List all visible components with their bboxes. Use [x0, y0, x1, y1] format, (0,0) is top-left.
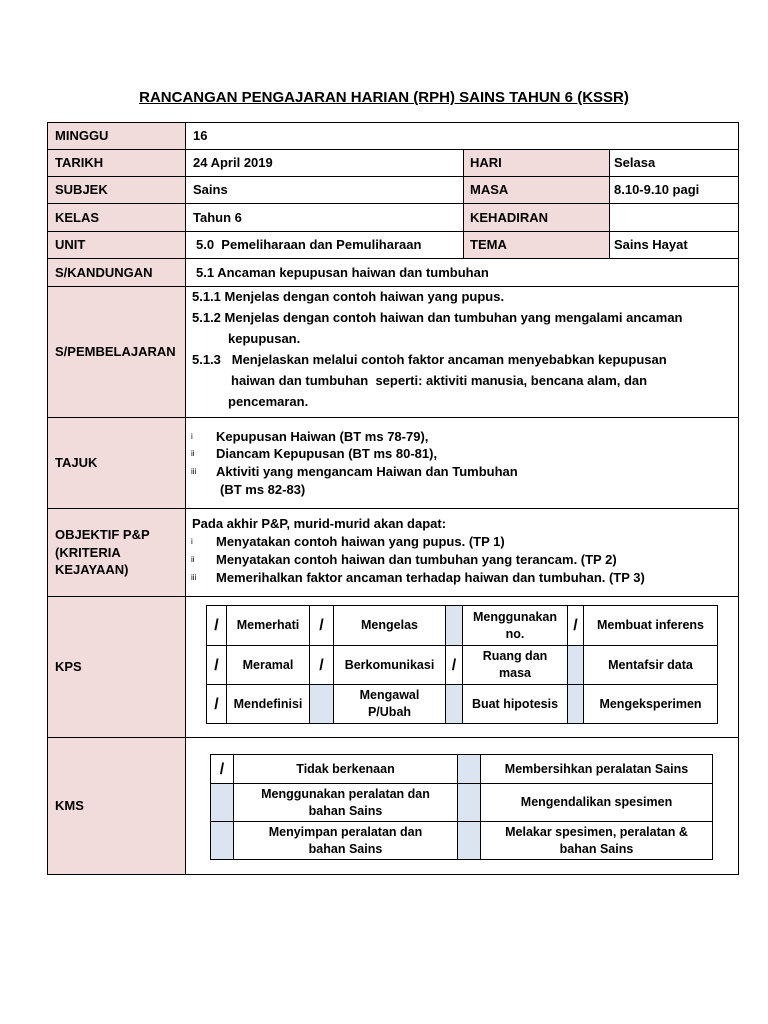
kps-skill: Ruang dan masa	[462, 645, 568, 685]
kms-skill: Menggunakan peralatan dan bahan Sains	[233, 783, 458, 822]
kps-check-mark	[445, 605, 463, 646]
kps-skill: Mendefinisi	[226, 684, 310, 724]
tajuk-item: Aktiviti yang mengancam Haiwan dan Tumbuhan	[216, 464, 518, 479]
value-hari: Selasa	[609, 149, 739, 177]
label-minggu: MINGGU	[47, 122, 186, 150]
label-kps: KPS	[47, 596, 186, 738]
label-objektif: OBJEKTIF P&P (KRITERIA KEJAYAAN)	[47, 508, 186, 597]
list-numeral: iii	[191, 467, 197, 476]
value-kehadiran	[609, 203, 739, 232]
standard-line: haiwan dan tumbuhan seperti: aktiviti manusia, bencana alam, dan	[231, 373, 648, 388]
value-tema: Sains Hayat	[609, 231, 739, 259]
list-numeral: i	[191, 432, 193, 441]
standard-line: 5.1.2 Menjelas dengan contoh haiwan dan tumbuhan yang mengalami ancaman	[192, 310, 683, 325]
tajuk-item-continuation: (BT ms 82-83)	[220, 482, 306, 497]
objektif-intro: Pada akhir P&P, murid-murid akan dapat:	[192, 516, 447, 531]
label-kms: KMS	[47, 737, 186, 875]
label-tema: TEMA	[463, 231, 610, 259]
label-kehadiran: KEHADIRAN	[463, 203, 610, 232]
kms-check-mark	[457, 783, 481, 822]
list-numeral: ii	[191, 449, 195, 458]
standard-line: kepupusan.	[228, 331, 301, 346]
kps-check-mark: /	[309, 645, 334, 685]
kms-check-mark: /	[210, 754, 234, 784]
label-masa: MASA	[463, 176, 610, 204]
value-kandungan: 5.1 Ancaman kepupusan haiwan dan tumbuhan	[185, 258, 739, 287]
label-unit: UNIT	[47, 231, 186, 259]
value-tarikh: 24 April 2019	[185, 149, 464, 177]
list-numeral: ii	[191, 555, 195, 564]
kps-skill: Buat hipotesis	[462, 684, 568, 724]
label-kandungan: S/KANDUNGAN	[47, 258, 186, 287]
label-hari: HARI	[463, 149, 610, 177]
objektif-item: Memerihalkan faktor ancaman terhadap haiwan dan tumbuhan. (TP 3)	[216, 570, 645, 585]
kps-check-mark: /	[206, 605, 227, 646]
kms-skill: Melakar spesimen, peralatan & bahan Sains	[480, 821, 713, 860]
kps-check-mark	[567, 645, 584, 685]
label-tajuk: TAJUK	[47, 417, 186, 509]
kps-check-mark: /	[309, 605, 334, 646]
kms-check-mark	[210, 821, 234, 860]
standard-line: 5.1.3 Menjelaskan melalui contoh faktor ancaman menyebabkan kepupusan	[192, 352, 667, 367]
kps-check-mark: /	[445, 645, 463, 685]
kps-skill: Memerhati	[226, 605, 310, 646]
kms-skill: Membersihkan peralatan Sains	[480, 754, 713, 784]
tajuk-item: Kepupusan Haiwan (BT ms 78-79),	[216, 429, 429, 444]
label-subjek: SUBJEK	[47, 176, 186, 204]
value-minggu: 16	[185, 122, 739, 150]
label-tarikh: TARIKH	[47, 149, 186, 177]
list-numeral: iii	[191, 573, 197, 582]
kms-check-mark	[457, 821, 481, 860]
value-subjek: Sains	[185, 176, 464, 204]
label-kelas: KELAS	[47, 203, 186, 232]
objektif-item: Menyatakan contoh haiwan dan tumbuhan yang terancam. (TP 2)	[216, 552, 617, 567]
value-masa: 8.10-9.10 pagi	[609, 176, 739, 204]
value-unit: 5.0 Pemeliharaan dan Pemuliharaan	[185, 231, 464, 259]
kps-skill: Mentafsir data	[583, 645, 718, 685]
label-pembelajaran: S/PEMBELAJARAN	[47, 286, 186, 418]
value-kelas: Tahun 6	[185, 203, 464, 232]
objektif-item: Menyatakan contoh haiwan yang pupus. (TP 1)	[216, 534, 505, 549]
standard-line: 5.1.1 Menjelas dengan contoh haiwan yang pupus.	[192, 289, 505, 304]
standard-line: pencemaran.	[228, 394, 309, 409]
kps-skill: Menggunakan no.	[462, 605, 568, 646]
kps-check-mark: /	[206, 684, 227, 724]
kps-check-mark	[309, 684, 334, 724]
kps-check-mark: /	[567, 605, 584, 646]
kms-check-mark	[457, 754, 481, 784]
kps-check-mark	[567, 684, 584, 724]
kps-skill: Mengeksperimen	[583, 684, 718, 724]
kps-skill: Membuat inferens	[583, 605, 718, 646]
kms-skill: Tidak berkenaan	[233, 754, 458, 784]
kps-check-mark	[445, 684, 463, 724]
tajuk-item: Diancam Kepupusan (BT ms 80-81),	[216, 446, 438, 461]
list-numeral: i	[191, 537, 193, 546]
kms-check-mark	[210, 783, 234, 822]
kps-skill: Meramal	[226, 645, 310, 685]
kps-check-mark: /	[206, 645, 227, 685]
kps-skill: Mengelas	[333, 605, 446, 646]
kms-skill: Mengendalikan spesimen	[480, 783, 713, 822]
kms-skill: Menyimpan peralatan dan bahan Sains	[233, 821, 458, 860]
document-title: RANCANGAN PENGAJARAN HARIAN (RPH) SAINS TAHUN 6 (KSSR)	[139, 89, 629, 106]
kps-skill: Mengawal P/Ubah	[333, 684, 446, 724]
kps-skill: Berkomunikasi	[333, 645, 446, 685]
